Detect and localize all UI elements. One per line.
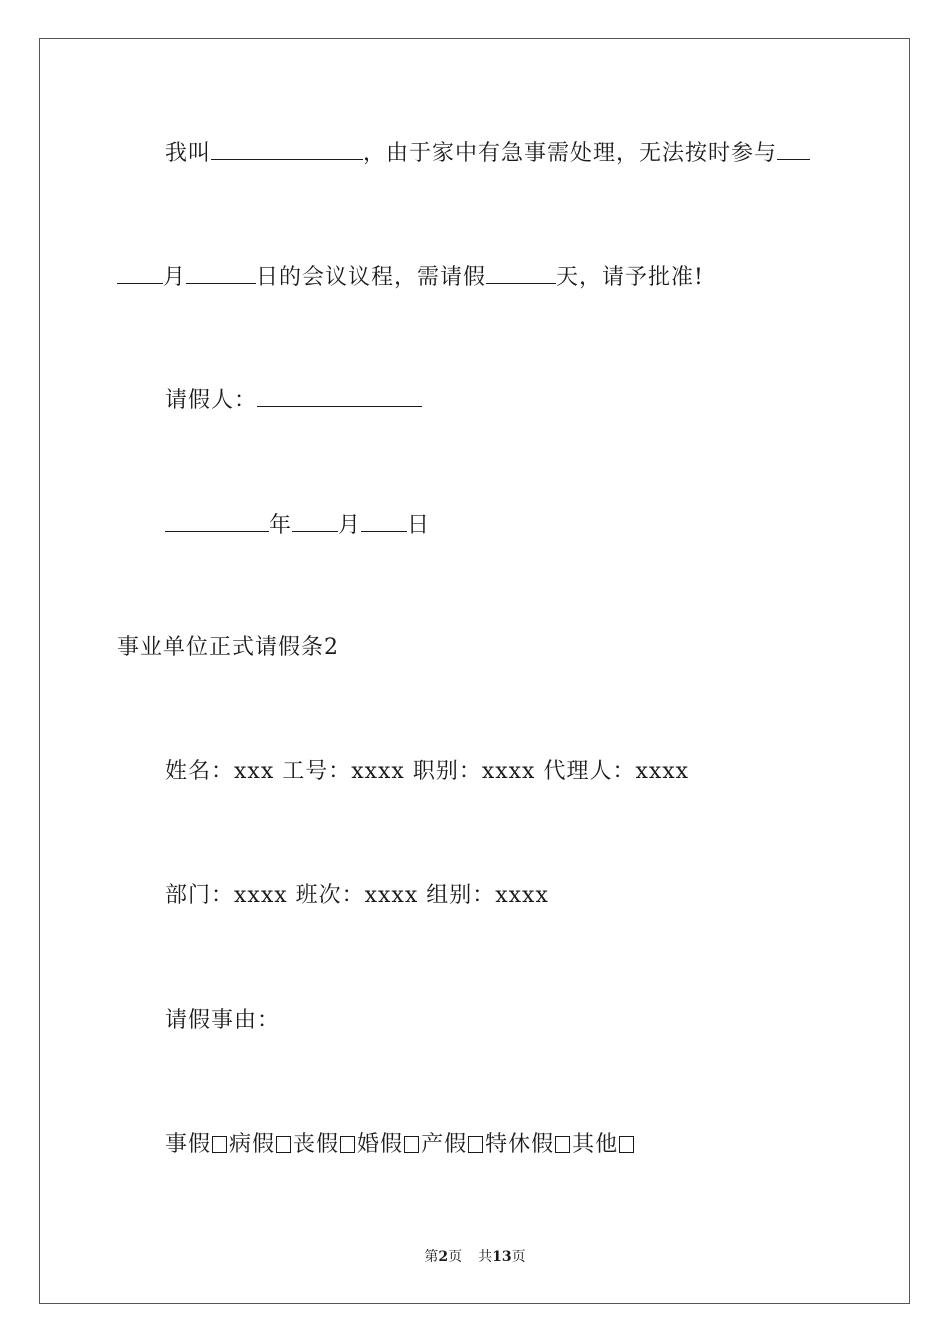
footer-page-suffix: 页 bbox=[448, 1249, 463, 1265]
text-segment: 日的会议议程，需请假 bbox=[256, 265, 487, 290]
info-row-2: 部门：xxxx 班次：xxxx 组别：xxxx bbox=[165, 883, 549, 908]
applicant-line bbox=[165, 384, 422, 416]
page-footer bbox=[0, 1247, 950, 1267]
month-label: 月 bbox=[338, 513, 362, 538]
date-line bbox=[165, 509, 430, 541]
leave-text-line-2 bbox=[117, 261, 704, 293]
days-count-blank bbox=[486, 261, 556, 284]
footer-total-suffix: 页 bbox=[511, 1249, 526, 1265]
checkbox-maternity-leave[interactable] bbox=[468, 1136, 483, 1153]
checkbox-marriage-leave[interactable] bbox=[404, 1136, 419, 1153]
page-number: 2 bbox=[438, 1249, 449, 1265]
checkbox-sick-leave[interactable] bbox=[276, 1136, 291, 1153]
checkbox-special-leave[interactable] bbox=[555, 1136, 570, 1153]
leave-type-label: 事假 bbox=[165, 1132, 212, 1157]
name-blank bbox=[211, 137, 363, 160]
leave-text-line-1 bbox=[165, 137, 810, 169]
date-blank bbox=[777, 137, 810, 160]
date-blank bbox=[117, 261, 163, 284]
page-border bbox=[39, 38, 910, 1304]
info-row-1: 姓名：xxx 工号：xxxx 职别：xxxx 代理人：xxxx bbox=[165, 759, 690, 784]
leave-type-options bbox=[165, 1130, 636, 1160]
total-pages: 13 bbox=[492, 1249, 512, 1265]
applicant-blank bbox=[257, 384, 422, 407]
leave-type-label: 产假 bbox=[421, 1132, 468, 1157]
checkbox-other-leave[interactable] bbox=[619, 1136, 634, 1153]
section-title: 事业单位正式请假条2 bbox=[117, 635, 339, 660]
day-label: 日 bbox=[407, 513, 431, 538]
month-blank bbox=[292, 509, 338, 532]
leave-type-label: 婚假 bbox=[357, 1132, 404, 1157]
year-label: 年 bbox=[269, 513, 293, 538]
leave-type-label: 丧假 bbox=[293, 1132, 340, 1157]
leave-type-label: 特休假 bbox=[485, 1132, 555, 1157]
text-segment: 天，请予批准! bbox=[556, 265, 704, 290]
day-blank bbox=[186, 261, 256, 284]
year-blank bbox=[165, 509, 269, 532]
reason-label: 请假事由： bbox=[165, 1008, 281, 1033]
checkbox-personal-leave[interactable] bbox=[212, 1136, 227, 1153]
leave-type-label: 病假 bbox=[229, 1132, 276, 1157]
text-segment: ，由于家中有急事需处理，无法按时参与 bbox=[363, 141, 778, 166]
footer-total-prefix: 共 bbox=[478, 1249, 493, 1265]
day-blank bbox=[361, 509, 407, 532]
checkbox-bereavement-leave[interactable] bbox=[340, 1136, 355, 1153]
applicant-label: 请假人： bbox=[165, 388, 258, 413]
leave-type-label: 其他 bbox=[572, 1132, 619, 1157]
text-segment: 我叫 bbox=[165, 141, 212, 166]
text-segment: 月 bbox=[163, 265, 187, 290]
footer-prefix: 第 bbox=[424, 1249, 439, 1265]
